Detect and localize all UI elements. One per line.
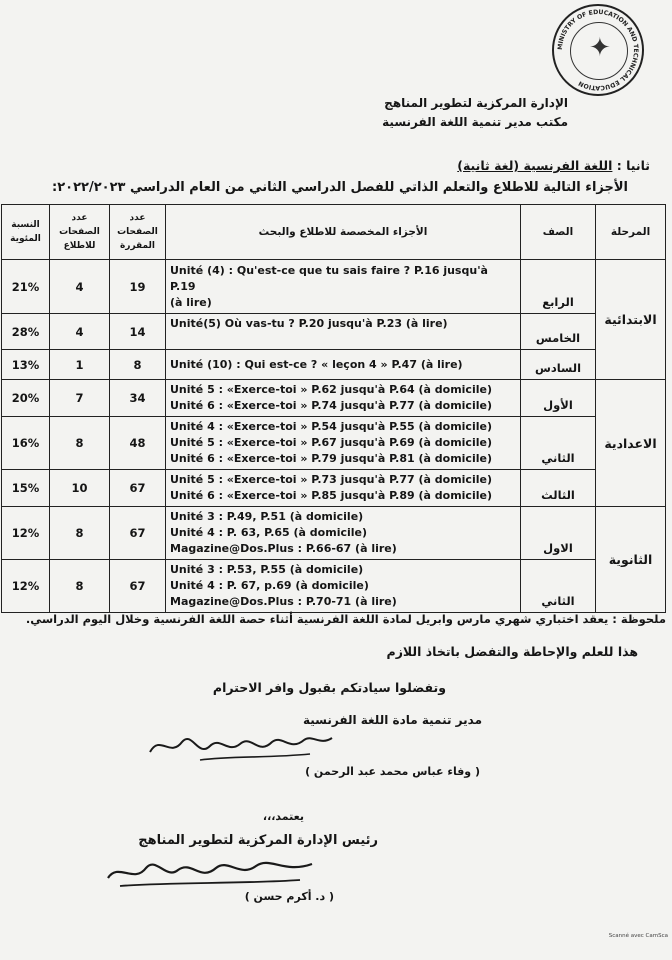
percent-cell: 12% bbox=[2, 560, 50, 613]
pages-total-cell: 34 bbox=[110, 380, 166, 417]
pages-read-cell: 4 bbox=[50, 260, 110, 314]
closing-line: وتفضلوا سيادتكم بقبول وافر الاحترام bbox=[212, 680, 446, 695]
unit-line: Unité 5 : «Exerce-toi » P.62 jusqu'à P.64 (à domicile) bbox=[170, 383, 492, 396]
unit-line: Unité 5 : «Exerce-toi » P.67 jusqu'à P.69 (à domicile) bbox=[170, 436, 492, 449]
pages-read-cell: 4 bbox=[50, 314, 110, 350]
pages-read-cell: 8 bbox=[50, 507, 110, 560]
section-prefix: ثانيا : bbox=[612, 158, 650, 173]
header-pages-total: عدد الصفحات المقررة bbox=[110, 205, 166, 260]
org-line-1: الإدارة المركزية لتطوير المناهج bbox=[384, 96, 568, 110]
percent-cell: 28% bbox=[2, 314, 50, 350]
pages-total-cell: 67 bbox=[110, 507, 166, 560]
seal-ring-text: MINISTRY OF EDUCATION AND TECHNICAL EDUCATION bbox=[556, 8, 640, 92]
pages-total-cell: 14 bbox=[110, 314, 166, 350]
percent-cell: 20% bbox=[2, 380, 50, 417]
unit-line: (à lire) bbox=[170, 295, 212, 309]
section-heading: اللغة الفرنسية (لغة ثانية) bbox=[457, 158, 613, 173]
unit-line: Unité 3 : P.49, P.51 (à domicile) bbox=[170, 510, 364, 523]
grade-cell: الثالث bbox=[521, 470, 596, 507]
unit-line: Unité (10) : Qui est-ce ? « leçon 4 » P.47 (à lire) bbox=[170, 357, 463, 371]
curriculum-table bbox=[1, 204, 666, 613]
table-row bbox=[2, 470, 666, 507]
stage-secondary: الثانوية bbox=[596, 507, 666, 613]
section-title bbox=[457, 158, 650, 173]
percent-cell: 15% bbox=[2, 470, 50, 507]
table-row bbox=[2, 560, 666, 613]
grade-cell: الرابع bbox=[521, 260, 596, 314]
percent-cell: 21% bbox=[2, 260, 50, 314]
grade-cell: الخامس bbox=[521, 314, 596, 350]
unit-line: Unité 6 : «Exerce-toi » P.79 jusqu'à P.81 (à domicile) bbox=[170, 452, 492, 465]
unit-line: Unité 6 : «Exerce-toi » P.85 jusqu'à P.89 (à domicile) bbox=[170, 489, 492, 502]
unit-line: Unité 4 : P. 63, P.65 (à domicile) bbox=[170, 526, 368, 539]
table-row bbox=[2, 350, 666, 380]
pages-read-cell: 1 bbox=[50, 350, 110, 380]
pages-total-cell: 67 bbox=[110, 560, 166, 613]
grade-cell: الاول bbox=[521, 507, 596, 560]
org-line-2: مكتب مدير تنمية اللغة الفرنسية bbox=[382, 115, 568, 129]
signatory-name: ( وفاء عباس محمد عبد الرحمن ) bbox=[305, 765, 480, 778]
grade-cell: الثاني bbox=[521, 560, 596, 613]
unit-line: Unité 4 : «Exerce-toi » P.54 jusqu'à P.55 (à domicile) bbox=[170, 420, 492, 433]
parts-cell bbox=[166, 314, 521, 350]
section-subtitle: الأجزاء التالية للاطلاع والتعلم الذاتي للفصل الدراسي الثاني من العام الدراسي ٢٠٢٢/٢٠٢٣: bbox=[52, 180, 628, 195]
parts-cell bbox=[166, 260, 521, 314]
pages-read-cell: 8 bbox=[50, 560, 110, 613]
notice-line: هذا للعلم والإحاطة والتفضل باتخاذ اللازم bbox=[386, 644, 638, 659]
unit-line: Magazine@Dos.Plus : P.70-71 (à lire) bbox=[170, 595, 397, 608]
parts-cell bbox=[166, 380, 521, 417]
table-row bbox=[2, 380, 666, 417]
parts-cell bbox=[166, 350, 521, 380]
parts-cell bbox=[166, 560, 521, 613]
stage-primary: الابتدائية bbox=[596, 260, 666, 380]
stage-preparatory: الاعدادية bbox=[596, 380, 666, 507]
pages-read-cell: 10 bbox=[50, 470, 110, 507]
signature-2-icon bbox=[100, 852, 320, 890]
unit-line: Unité(5) Où vas-tu ? P.20 jusqu'à P.23 (à lire) bbox=[170, 317, 448, 330]
pages-read-cell: 8 bbox=[50, 417, 110, 470]
header-pages-read: عدد الصفحات للاطلاع bbox=[50, 205, 110, 260]
pages-read-cell: 7 bbox=[50, 380, 110, 417]
header-parts: الأجزاء المخصصة للاطلاع والبحث bbox=[166, 205, 521, 260]
signatory-title: مدير تنمية مادة اللغة الفرنسية bbox=[302, 713, 482, 727]
eagle-icon: ✦ bbox=[589, 33, 611, 63]
note: ملحوظة : يعقد اختباري شهري مارس وابريل لمادة اللغة الفرنسية أثناء حصة اللغة الفرنسية وخلال اليوم الدراسي. bbox=[25, 612, 666, 626]
header-grade: الصف bbox=[521, 205, 596, 260]
grade-cell: الثاني bbox=[521, 417, 596, 470]
head-title: رئيس الإدارة المركزية لتطوير المناهج bbox=[138, 833, 378, 848]
table-row bbox=[2, 260, 666, 314]
unit-line: Unité (4) : Qu'est-ce que tu sais faire ? P.16 jusqu'à P.19 bbox=[170, 263, 488, 293]
percent-cell: 16% bbox=[2, 417, 50, 470]
ministry-seal bbox=[552, 4, 644, 96]
percent-cell: 12% bbox=[2, 507, 50, 560]
parts-cell bbox=[166, 470, 521, 507]
unit-line: Unité 4 : P. 67, p.69 (à domicile) bbox=[170, 579, 369, 592]
table-row bbox=[2, 314, 666, 350]
approved-label: يعتمد،،، bbox=[262, 810, 304, 823]
parts-cell bbox=[166, 507, 521, 560]
signature-1-icon bbox=[140, 728, 340, 764]
head-name: ( د. أكرم حسن ) bbox=[244, 890, 334, 903]
parts-cell bbox=[166, 417, 521, 470]
table-header-row bbox=[2, 205, 666, 260]
header-stage: المرحلة bbox=[596, 205, 666, 260]
organization-block bbox=[382, 94, 568, 132]
percent-cell: 13% bbox=[2, 350, 50, 380]
pages-total-cell: 8 bbox=[110, 350, 166, 380]
grade-cell: الأول bbox=[521, 380, 596, 417]
pages-total-cell: 67 bbox=[110, 470, 166, 507]
table-row bbox=[2, 417, 666, 470]
unit-line: Unité 3 : P.53, P.55 (à domicile) bbox=[170, 563, 364, 576]
table-row bbox=[2, 507, 666, 560]
pages-total-cell: 19 bbox=[110, 260, 166, 314]
grade-cell: السادس bbox=[521, 350, 596, 380]
unit-line: Magazine@Dos.Plus : P.66-67 (à lire) bbox=[170, 542, 397, 555]
unit-line: Unité 6 : «Exerce-toi » P.74 jusqu'à P.77 (à domicile) bbox=[170, 399, 492, 412]
unit-line: Unité 5 : «Exerce-toi » P.73 jusqu'à P.77 (à domicile) bbox=[170, 473, 492, 486]
header-percent: النسبة المئوية bbox=[2, 205, 50, 260]
seal-emblem bbox=[570, 22, 628, 80]
pages-total-cell: 48 bbox=[110, 417, 166, 470]
camscanner-watermark: Scanné avec CamSca bbox=[608, 933, 668, 939]
